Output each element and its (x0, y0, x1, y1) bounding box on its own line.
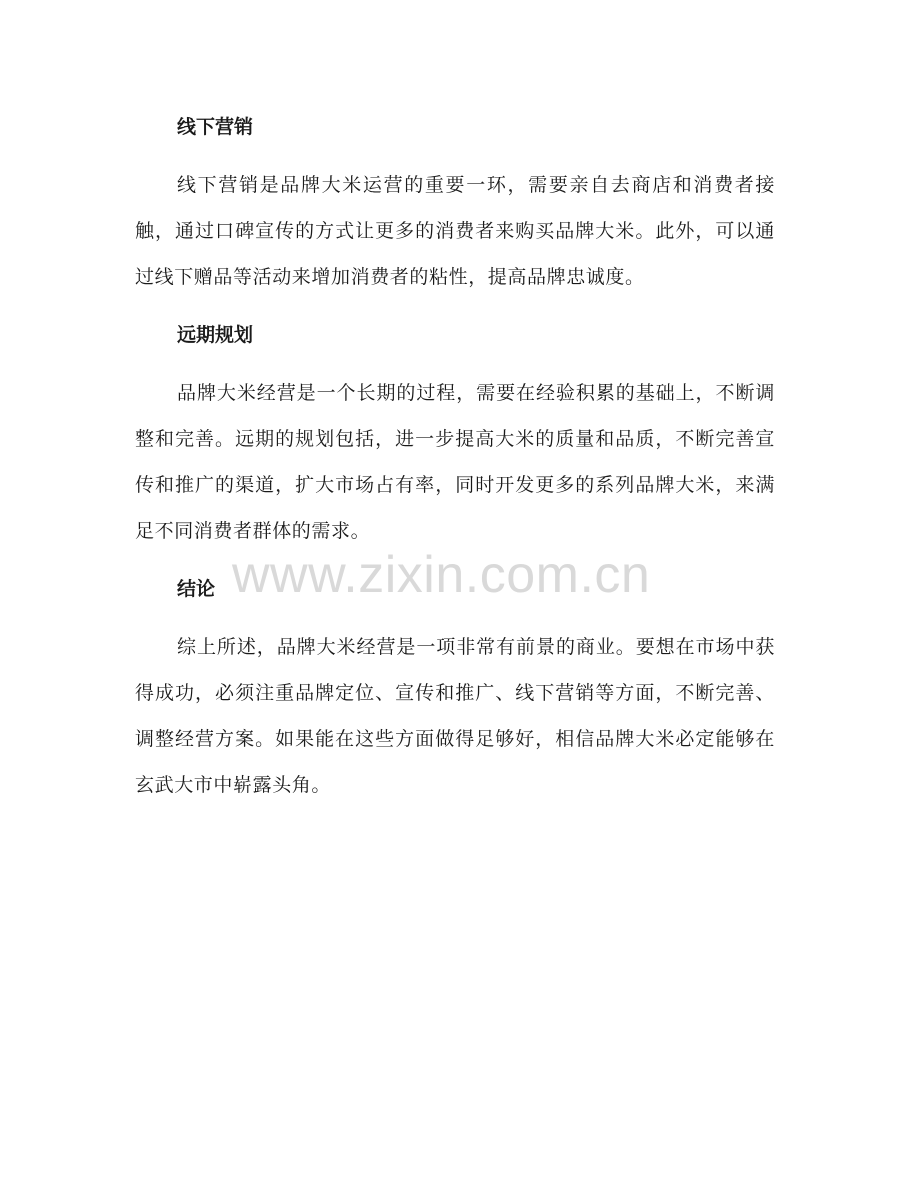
section-paragraph: 线下营销是品牌大米运营的重要一环，需要亲自去商店和消费者接触，通过口碑宣传的方式让更多的消费者来购买品牌大米。此外，可以通过线下赠品等活动来增加消费者的粘性，提高品牌忠诚度。 (135, 174, 775, 288)
section-heading: 结论 (177, 578, 216, 600)
section-offline-marketing (135, 104, 775, 300)
section-heading: 线下营销 (177, 116, 254, 138)
document-page (135, 104, 775, 820)
section-paragraph: 综上所述，品牌大米经营是一项非常有前景的商业。要想在市场中获得成功，必须注重品牌定位、宣传和推广、线下营销等方面，不断完善、调整经营方案。如果能在这些方面做得足够好，相信品牌大米必定能够在玄武大市中崭露头角。 (135, 636, 775, 796)
section-long-term-plan (135, 312, 775, 554)
section-conclusion (135, 566, 775, 808)
section-heading: 远期规划 (177, 324, 254, 346)
watermark: www.zixin.com.cn (232, 546, 651, 604)
section-paragraph: 品牌大米经营是一个长期的过程，需要在经验积累的基础上，不断调整和完善。远期的规划包括，进一步提高大米的质量和品质，不断完善宣传和推广的渠道，扩大市场占有率，同时开发更多的系列品牌大米，来满足不同消费者群体的需求。 (135, 382, 775, 542)
